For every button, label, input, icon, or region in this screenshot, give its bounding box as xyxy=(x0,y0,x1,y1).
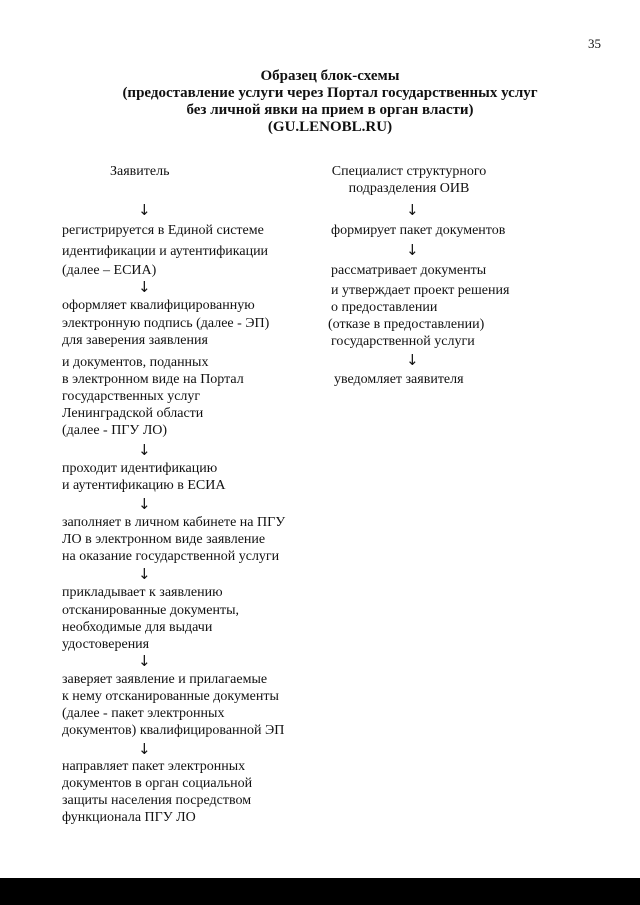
down-arrow-icon: ↓ xyxy=(406,201,419,219)
step-text-line: (отказе в предоставлении) xyxy=(328,317,485,332)
step-text-line: направляет пакет электронных xyxy=(62,759,246,774)
step-text-line: для заверения заявления xyxy=(62,333,208,348)
step-text-line: и документов, поданных xyxy=(62,355,209,370)
title-line: (предоставление услуги через Портал государственных услуг xyxy=(122,85,538,101)
step-text-line: и утверждает проект решения xyxy=(331,283,510,298)
step-text-line: рассматривает документы xyxy=(331,263,487,278)
heading-line: Специалист структурного xyxy=(331,164,487,179)
down-arrow-icon: ↓ xyxy=(138,201,151,219)
step-text-line: проходит идентификацию xyxy=(62,461,218,476)
step-text-line: (далее – ЕСИА) xyxy=(62,263,157,278)
step-text-line: защиты населения посредством xyxy=(62,793,252,808)
document-title xyxy=(60,68,600,136)
step-text-line: документов в орган социальной xyxy=(62,776,253,791)
down-arrow-icon: ↓ xyxy=(138,441,151,459)
step-text-line: удостоверения xyxy=(62,637,150,652)
specialist-heading xyxy=(314,163,504,197)
step-text-line: о предоставлении xyxy=(331,300,438,315)
step-text-line: регистрируется в Единой системе xyxy=(62,223,264,238)
down-arrow-icon: ↓ xyxy=(138,652,151,670)
down-arrow-icon: ↓ xyxy=(138,495,151,513)
step-text-line: необходимые для выдачи xyxy=(62,620,213,635)
step-text-line: идентификации и аутентификации xyxy=(62,244,269,259)
step-text-line: функционала ПГУ ЛО xyxy=(62,810,196,825)
title-line: (GU.LENOBL.RU) xyxy=(267,119,393,135)
step-text-line: заверяет заявление и прилагаемые xyxy=(62,672,268,687)
down-arrow-icon: ↓ xyxy=(406,241,419,259)
down-arrow-icon: ↓ xyxy=(138,278,151,296)
step-text-line: формирует пакет документов xyxy=(331,223,506,238)
page-number: 35 xyxy=(588,36,601,51)
step-text-line: к нему отсканированные документы xyxy=(62,689,279,704)
title-line: без личной явки на прием в орган власти) xyxy=(186,102,474,118)
step-text-line: прикладывает к заявлению xyxy=(62,585,223,600)
step-text-line: на оказание государственной услуги xyxy=(62,549,280,564)
step-text-line: Ленинградской области xyxy=(62,406,204,421)
scan-border xyxy=(0,878,640,905)
step-text-line: (далее - пакет электронных xyxy=(62,706,225,721)
title-line: Образец блок-схемы xyxy=(260,68,400,84)
down-arrow-icon: ↓ xyxy=(138,740,151,758)
step-text-line: государственной услуги xyxy=(331,334,475,349)
step-text-line: (далее - ПГУ ЛО) xyxy=(62,423,168,438)
applicant-heading: Заявитель xyxy=(110,164,170,179)
down-arrow-icon: ↓ xyxy=(406,351,419,369)
step-text-line: электронную подпись (далее - ЭП) xyxy=(62,316,270,331)
step-text-line: государственных услуг xyxy=(62,389,201,404)
step-text-line: уведомляет заявителя xyxy=(334,372,464,387)
step-text-line: и аутентификацию в ЕСИА xyxy=(62,478,226,493)
step-text-line: в электронном виде на Портал xyxy=(62,372,244,387)
down-arrow-icon: ↓ xyxy=(138,565,151,583)
step-text-line: ЛО в электронном виде заявление xyxy=(62,532,266,547)
step-text-line: оформляет квалифицированную xyxy=(62,298,255,313)
heading-line: подразделения ОИВ xyxy=(348,181,470,196)
step-text-line: отсканированные документы, xyxy=(62,603,239,618)
step-text-line: заполняет в личном кабинете на ПГУ xyxy=(62,515,286,530)
step-text-line: документов) квалифицированной ЭП xyxy=(62,723,285,738)
